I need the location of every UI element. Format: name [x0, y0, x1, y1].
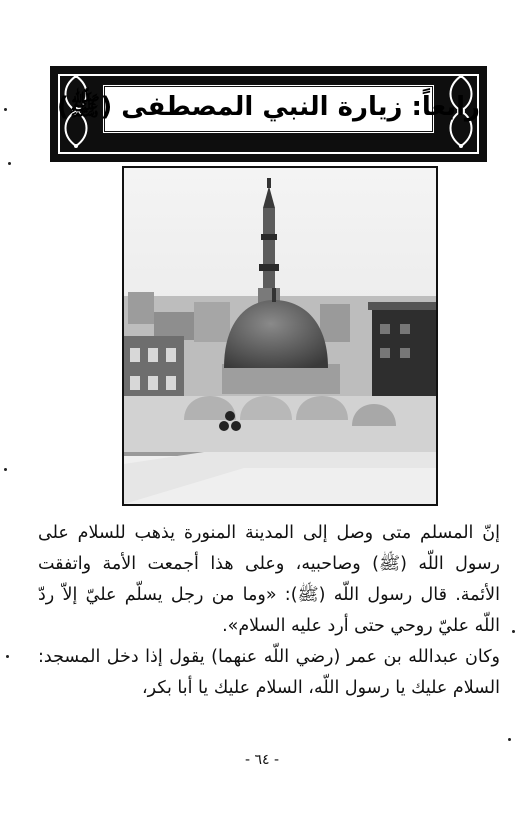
mosque-photo [122, 166, 438, 506]
scan-speck [6, 655, 9, 658]
heading-banner [50, 66, 487, 162]
paragraph: إنّ المسلم متى وصل إلى المدينة المنورة يذهب للسلام على رسول اللّه (ﷺ) وصاحبيه، وعلى هذا أجمعت الأمة واتفقت الأئمة. قال رسول اللّه (ﷺ): «وما من رجل يسلّم عليّ إلاّ ردّ اللّه عليّ روحي حتى أرد عليه السلام». [38, 523, 500, 636]
title-box [57, 84, 480, 134]
scan-speck [4, 108, 7, 111]
scan-speck [8, 162, 11, 165]
paragraph: وكان عبدالله بن عمر (رضي اللّه عنهما) يقول إذا دخل المسجد: السلام عليك يا رسول اللّه، السلام عليك يا أبا بكر، [38, 647, 500, 698]
page-number: - ٦٤ - [244, 752, 280, 768]
body-text [38, 518, 500, 704]
scan-speck [512, 630, 515, 633]
scan-speck [4, 468, 7, 471]
page-title: رابعاً: زيارة النبي المصطفى (ﷺ) [57, 92, 480, 122]
scan-speck [508, 738, 511, 741]
mosque-green-dome-icon [124, 168, 436, 504]
